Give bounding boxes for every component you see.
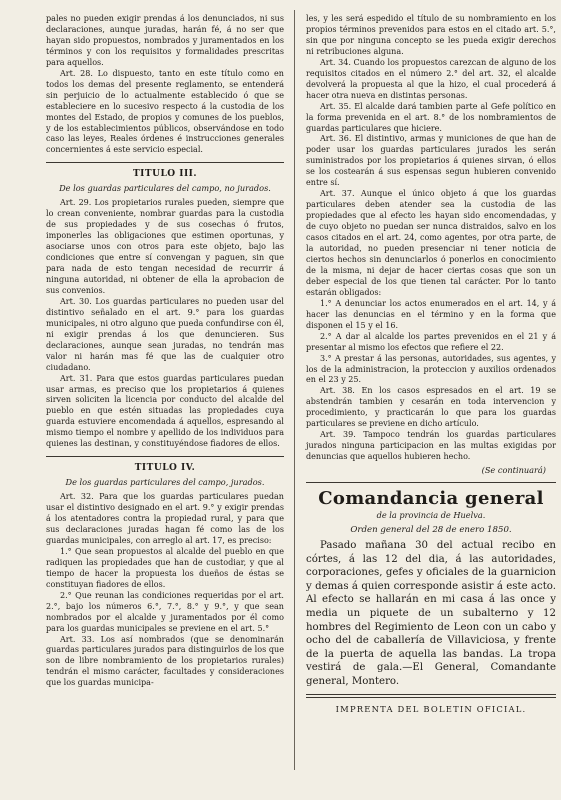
article-28: Art. 28. Lo dispuesto, tanto en este título como en todos los demas del presente reglamento, se entenderá sin perjuicio de lo actualmente establecido ó que se estableciere en lo sucesivo respecto á la custodia de los montes del Estado, de propios y comunes de los pueblos, y de los establecimientos públicos, observándose en todo caso las leyes, Reales órdenes é instrucciones generales concernientes á este servicio especial. (46, 68, 284, 155)
article-38: Art. 38. En los casos espresados en el art. 19 se abstendrán tambien y cesarán en toda intervencion y procedimiento, y practicarán lo que para los guardas particulares se previene en dicho artículo. (306, 386, 556, 429)
title-iii: TITULO III. (132, 169, 198, 180)
right-column (306, 14, 556, 715)
article-30: Art. 30. Los guardas particulares no pueden usar del distintivo señalado en el art. 9.° para los guardas municipales, ni otro alguno que pueda confundirse con él, ni exigir prendas á los que denuncieren. Sus declaraciones, aunque sean juradas, no tendrán mas valor ni harán mas fé que las de cualquier otro ciudadano. (46, 296, 284, 372)
section-divider (46, 456, 284, 457)
article-37-item-2: 2.° A dar al alcalde los partes prevenidos en el 21 y á presentar al mismo los efectos que refiere el 22. (306, 331, 556, 352)
section-divider (46, 162, 284, 163)
article-37-item-1: 1.° A denunciar los actos enumerados en el art. 14, y á hacer las denuncias en el término y en la forma que disponen el 15 y el 16. (306, 298, 556, 330)
imprint-line: IMPRENTA DEL BOLETIN OFICIAL. (335, 704, 527, 715)
article-31: Art. 31. Para que estos guardas particulares puedan usar armas, es preciso que los propietarios á quienes sirven soliciten la licencia por conducto del alcalde del pueblo en que estén situadas las propiedades cuya guarda estuviere encomendada á aquellos, espresando al mismo tiempo el nombre y apellido de los individuos para quienes las destinan, y constituyéndose fiadores de ellos. (46, 373, 284, 449)
intro-paragraph: pales no pueden exigir prendas á los denunciados, ni sus declaraciones, aunque juradas, harán fé, á no ser que hayan sido propuestos, nombrados y juramentados en los términos y con los requisitos y formalidades prescritas para aquellos. (46, 14, 284, 67)
article-33: Art. 33. Los así nombrados (que se denominarán guardas particulares jurados para distinguirlos de los que son de libre nombramiento de los propietarios rurales) tendrán el mismo carácter, facultades y consideraciones que los guardas municipa- (46, 634, 284, 688)
continued-note: (Se continuará) (481, 465, 546, 476)
article-29: Art. 29. Los propietarios rurales pueden, siempre que lo crean conveniente, nombrar guardas para la custodia de sus propiedades y de sus cosechas ó frutos, imponerles las obligaciones que estimen oportunas, y asociarse unos con otros para este objeto, bajo las condiciones que entre sí convengan y paguen, sin que para nada de esto tengan necesidad de recurrir á ninguna autoridad, ni obtener de ella la aprobacion de sus convenios. (46, 198, 284, 295)
title-iv-subtitle: De los guardas particulares del campo, jurados. (65, 477, 265, 488)
article-37: Art. 37. Aunque el único objeto á que los guardas particulares deben atender sea la custodia de las propiedades que al efecto les hayan sido encomendadas, y de cuyo objeto no puedan ser nunca distraidos, salvo en los casos citados en el art. 24, como agentes, por otra parte, de la autoridad, no pueden presenciar ni tener noticia de ciertos hechos sin denunciarlos ó ponerlos en conocimiento de la misma, ni dejar de hacer ciertas cosas que son un deber especial de los que tienen tal carácter. Por lo tanto estarán obligados: (306, 189, 556, 297)
article-34: Art. 34. Cuando los propuestos carezcan de alguno de los requisitos citados en el número 2.° del art. 32, el alcalde devolverá la propuesta al que la hizo, el cual procederá á hacer otra nueva en distintas personas. (306, 57, 556, 100)
section-divider (306, 482, 556, 483)
article-32: Art. 32. Para que los guardas particulares puedan usar el distintivo designado en el art. 9.° y exigir prendas á los atentadores contra la propiedad rural, y para que sus declaraciones juradas hagan fé como las de los guardas municipales, con arreglo al art. 17, es preciso: (46, 492, 284, 545)
article-39: Art. 39. Tampoco tendrán los guardas particulares jurados ninguna participacion en las multas exigidas por denuncias que aquellos hubieren hecho. (306, 430, 556, 462)
column-separator (294, 10, 295, 770)
article-32-item-2: 2.° Que reunan las condiciones requeridas por el art. 2.°, bajo los números 6.°, 7.°, 8.° y 9.°, y que sean nombrados por el alcalde y juramentados por él como para los guardas municipales se previene en el art. 5.° (46, 590, 284, 633)
article-36: Art. 36. El distintivo, armas y municiones de que han de poder usar los guardas particulares jurados les serán suministrados por los propietarios á quienes sirvan, ó ellos se los costearán á sus espensas segun hubieren convenido entre sí. (306, 134, 556, 188)
title-iv: TITULO IV. (134, 463, 196, 474)
continuation-paragraph: les, y les será espedido el título de su nombramiento en los propios términos prevenidos para estos en el citado art. 5.°, sin que por ninguna concepto se les pueda exigir derechos ni retribuciones alguna. (306, 14, 556, 56)
double-rule (306, 694, 556, 698)
article-35: Art. 35. El alcalde dará tambien parte al Gefe político en la forma prevenida en el art. 8.° de los nombramientos de guardas particulares que hiciere. (306, 101, 556, 133)
title-iii-subtitle: De los guardas particulares del campo, no jurados. (59, 183, 271, 194)
left-column (46, 14, 284, 689)
article-32-item-1: 1.° Que sean propuestos al alcalde del pueblo en que radiquen las propiedades que han de custodiar, y que al tiempo de hacer la propuesta los dueños de éstas se constituyan fiadores de ellos. (46, 546, 284, 589)
order-date: Orden general del 28 de enero 1850. (350, 524, 512, 535)
article-37-item-3: 3.° A prestar á las personas, autoridades, sus agentes, y los de la administracion, la proteccion y auxilios ordenados en el 23 y 25. (306, 353, 556, 385)
comandancia-subheading: de la provincia de Huelva. (376, 510, 486, 521)
comandancia-heading: Comandancia general (318, 488, 544, 510)
order-text: Pasado mañana 30 del actual recibo en córtes, á las 12 del dia, á las autoridades, corporaciones, gefes y oficiales de la guarnicion y demas á quien corresponde asistir á este acto. Al efecto se hallarán en mi casa á las once y media un piquete de un subalterno y 12 hombres del Regimiento de Leon con un cabo y ocho del de caballería de Villaviciosa, y frente de la puerta de aquella las bandas. La tropa vestirá de gala.—El General, Comandante general, Montero. (306, 539, 556, 687)
